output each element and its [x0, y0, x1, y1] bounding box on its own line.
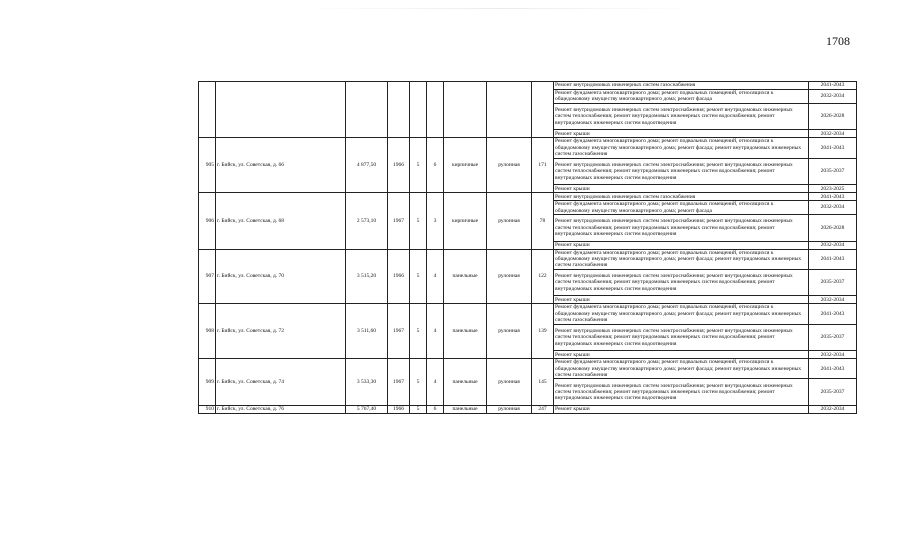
building-apartments: 247: [532, 406, 554, 414]
work-description: Ремонт внутридомовых инженерных систем газоснабжения: [554, 82, 809, 90]
building-walls: кирпичные: [444, 138, 487, 193]
work-description: Ремонт внутридомовых инженерных систем электроснабжения; ремонт внутридомовых инженерных систем теплоснабжения; ремонт внутридомовых инженерных систем водоснабжения; ремонт внутридомовых инженерных систем водоотведения: [554, 269, 809, 296]
building-entrances: 6: [427, 138, 444, 193]
building-area: 3 533,30: [346, 359, 388, 406]
work-description: Ремонт крыши: [554, 241, 809, 249]
work-period: 2032-2034: [809, 90, 857, 104]
work-description: Ремонт крыши: [554, 296, 809, 304]
work-description: Ремонт крыши: [554, 130, 809, 138]
work-period: 2035-2037: [809, 269, 857, 296]
table-row: [199, 249, 857, 269]
building-walls: панельные: [444, 359, 487, 406]
work-period: 2026-2028: [809, 103, 857, 130]
work-period: 2023-2025: [809, 185, 857, 193]
work-period: 2041-2043: [809, 359, 857, 379]
building-address: г. Бийск, ул. Советская, д. 72: [216, 304, 346, 359]
building-entrances: 3: [427, 193, 444, 249]
work-description: Ремонт внутридомовых инженерных систем электроснабжения; ремонт внутридомовых инженерных систем теплоснабжения; ремонт внутридомовых инженерных систем водоснабжения; ремонт внутридомовых инженерных систем водоотведения: [554, 379, 809, 406]
work-description: Ремонт внутридомовых инженерных систем электроснабжения; ремонт внутридомовых инженерных систем теплоснабжения; ремонт внутридомовых инженерных систем водоснабжения; ремонт внутридомовых инженерных систем водоотведения: [554, 103, 809, 130]
building-walls: панельные: [444, 304, 487, 359]
work-period: 2041-2043: [809, 249, 857, 269]
building-floors: 5: [410, 406, 427, 414]
building-number: 909: [199, 359, 216, 406]
table-row: [199, 406, 857, 414]
table-row: [199, 138, 857, 158]
building-apartments: 171: [532, 138, 554, 193]
building-number: 907: [199, 249, 216, 304]
area-cell: [346, 82, 388, 138]
building-year: 1966: [388, 406, 410, 414]
apartments-cell: [532, 82, 554, 138]
work-description: Ремонт фундамента многоквартирного дома; ремонт подвальных помещений, относящихся к общедомовому имуществу многоквартирного дома; ремонт фасада: [554, 201, 809, 215]
building-address: г. Бийск, ул. Советская, д. 68: [216, 193, 346, 249]
work-period: 2032-2034: [809, 201, 857, 215]
table-row: [199, 82, 857, 90]
building-roof: рулонная: [487, 406, 532, 414]
floors-cell: [410, 82, 427, 138]
building-floors: 5: [410, 138, 427, 193]
table-row: [199, 359, 857, 379]
building-number: 905: [199, 138, 216, 193]
building-year: 1967: [388, 304, 410, 359]
work-period: 2041-2043: [809, 138, 857, 158]
building-area: 3 511,60: [346, 304, 388, 359]
building-apartments: 145: [532, 359, 554, 406]
building-floors: 5: [410, 359, 427, 406]
building-area: 5 767,40: [346, 406, 388, 414]
walls-cell: [444, 82, 487, 138]
work-description: Ремонт крыши: [554, 185, 809, 193]
work-period: 2032-2034: [809, 296, 857, 304]
building-entrances: 4: [427, 304, 444, 359]
work-period: 2035-2037: [809, 379, 857, 406]
building-roof: рулонная: [487, 193, 532, 249]
work-description: Ремонт фундамента многоквартирного дома; ремонт подвальных помещений, относящихся к общедомовому имуществу многоквартирного дома; ремонт фасада; ремонт внутридомовых инженерных систем газоснабжения: [554, 359, 809, 379]
work-description: Ремонт крыши: [554, 351, 809, 359]
building-num-cell: [199, 82, 216, 138]
work-period: 2041-2043: [809, 304, 857, 324]
table-row: [199, 193, 857, 201]
building-apartments: 122: [532, 249, 554, 304]
work-period: 2041-2043: [809, 193, 857, 201]
work-description: Ремонт фундамента многоквартирного дома; ремонт подвальных помещений, относящихся к общедомовому имуществу многоквартирного дома; ремонт фасада; ремонт внутридомовых инженерных систем газоснабжения: [554, 138, 809, 158]
building-address: г. Бийск, ул. Советская, д. 76: [216, 406, 346, 414]
building-entrances: 4: [427, 249, 444, 304]
building-entrances: 6: [427, 406, 444, 414]
address-cell: [216, 82, 346, 138]
building-roof: рулонная: [487, 359, 532, 406]
work-description: Ремонт фундамента многоквартирного дома; ремонт подвальных помещений, относящихся к общедомовому имуществу многоквартирного дома; ремонт фасада; ремонт внутридомовых инженерных систем газоснабжения: [554, 304, 809, 324]
work-period: 2032-2034: [809, 241, 857, 249]
building-address: г. Бийск, ул. Советская, д. 66: [216, 138, 346, 193]
work-period: 2035-2037: [809, 158, 857, 185]
work-period: 2026-2028: [809, 215, 857, 242]
building-number: 910: [199, 406, 216, 414]
building-year: 1966: [388, 138, 410, 193]
building-floors: 5: [410, 193, 427, 249]
work-description: Ремонт внутридомовых инженерных систем электроснабжения; ремонт внутридомовых инженерных систем теплоснабжения; ремонт внутридомовых инженерных систем водоснабжения; ремонт внутридомовых инженерных систем водоотведения: [554, 158, 809, 185]
building-walls: панельные: [444, 406, 487, 414]
building-apartments: 139: [532, 304, 554, 359]
work-description: Ремонт внутридомовых инженерных систем электроснабжения; ремонт внутридомовых инженерных систем теплоснабжения; ремонт внутридомовых инженерных систем водоснабжения; ремонт внутридомовых инженерных систем водоотведения: [554, 324, 809, 351]
work-description: Ремонт внутридомовых инженерных систем газоснабжения: [554, 193, 809, 201]
roof-cell: [487, 82, 532, 138]
page-number: 1708: [826, 34, 850, 48]
work-period: 2035-2037: [809, 324, 857, 351]
building-apartments: 78: [532, 193, 554, 249]
table-row: [199, 304, 857, 324]
building-number: 906: [199, 193, 216, 249]
work-description: Ремонт фундамента многоквартирного дома; ремонт подвальных помещений, относящихся к общедомовому имуществу многоквартирного дома; ремонт фасада: [554, 90, 809, 104]
building-entrances: 4: [427, 359, 444, 406]
building-area: 2 573,10: [346, 193, 388, 249]
work-description: Ремонт крыши: [554, 406, 809, 414]
year-cell: [388, 82, 410, 138]
entrances-cell: [427, 82, 444, 138]
building-address: г. Бийск, ул. Советская, д. 70: [216, 249, 346, 304]
building-year: 1967: [388, 359, 410, 406]
building-walls: панельные: [444, 249, 487, 304]
building-walls: кирпичные: [444, 193, 487, 249]
building-roof: рулонная: [487, 138, 532, 193]
building-year: 1967: [388, 193, 410, 249]
building-address: г. Бийск, ул. Советская, д. 74: [216, 359, 346, 406]
work-description: Ремонт внутридомовых инженерных систем электроснабжения; ремонт внутридомовых инженерных систем теплоснабжения; ремонт внутридомовых инженерных систем водоснабжения; ремонт внутридомовых инженерных систем водоотведения: [554, 215, 809, 242]
housing-repair-register-table: [198, 81, 857, 414]
building-number: 908: [199, 304, 216, 359]
work-period: 2032-2034: [809, 130, 857, 138]
work-description: Ремонт фундамента многоквартирного дома; ремонт подвальных помещений, относящихся к общедомовому имуществу многоквартирного дома; ремонт фасада; ремонт внутридомовых инженерных систем газоснабжения: [554, 249, 809, 269]
building-roof: рулонная: [487, 304, 532, 359]
building-roof: рулонная: [487, 249, 532, 304]
building-floors: 5: [410, 304, 427, 359]
building-area: 3 515,20: [346, 249, 388, 304]
building-area: 4 877,50: [346, 138, 388, 193]
scan-artifact: [300, 8, 700, 9]
work-period: 2032-2034: [809, 351, 857, 359]
building-floors: 5: [410, 249, 427, 304]
work-period: 2041-2043: [809, 82, 857, 90]
work-period: 2032-2034: [809, 406, 857, 414]
building-year: 1966: [388, 249, 410, 304]
